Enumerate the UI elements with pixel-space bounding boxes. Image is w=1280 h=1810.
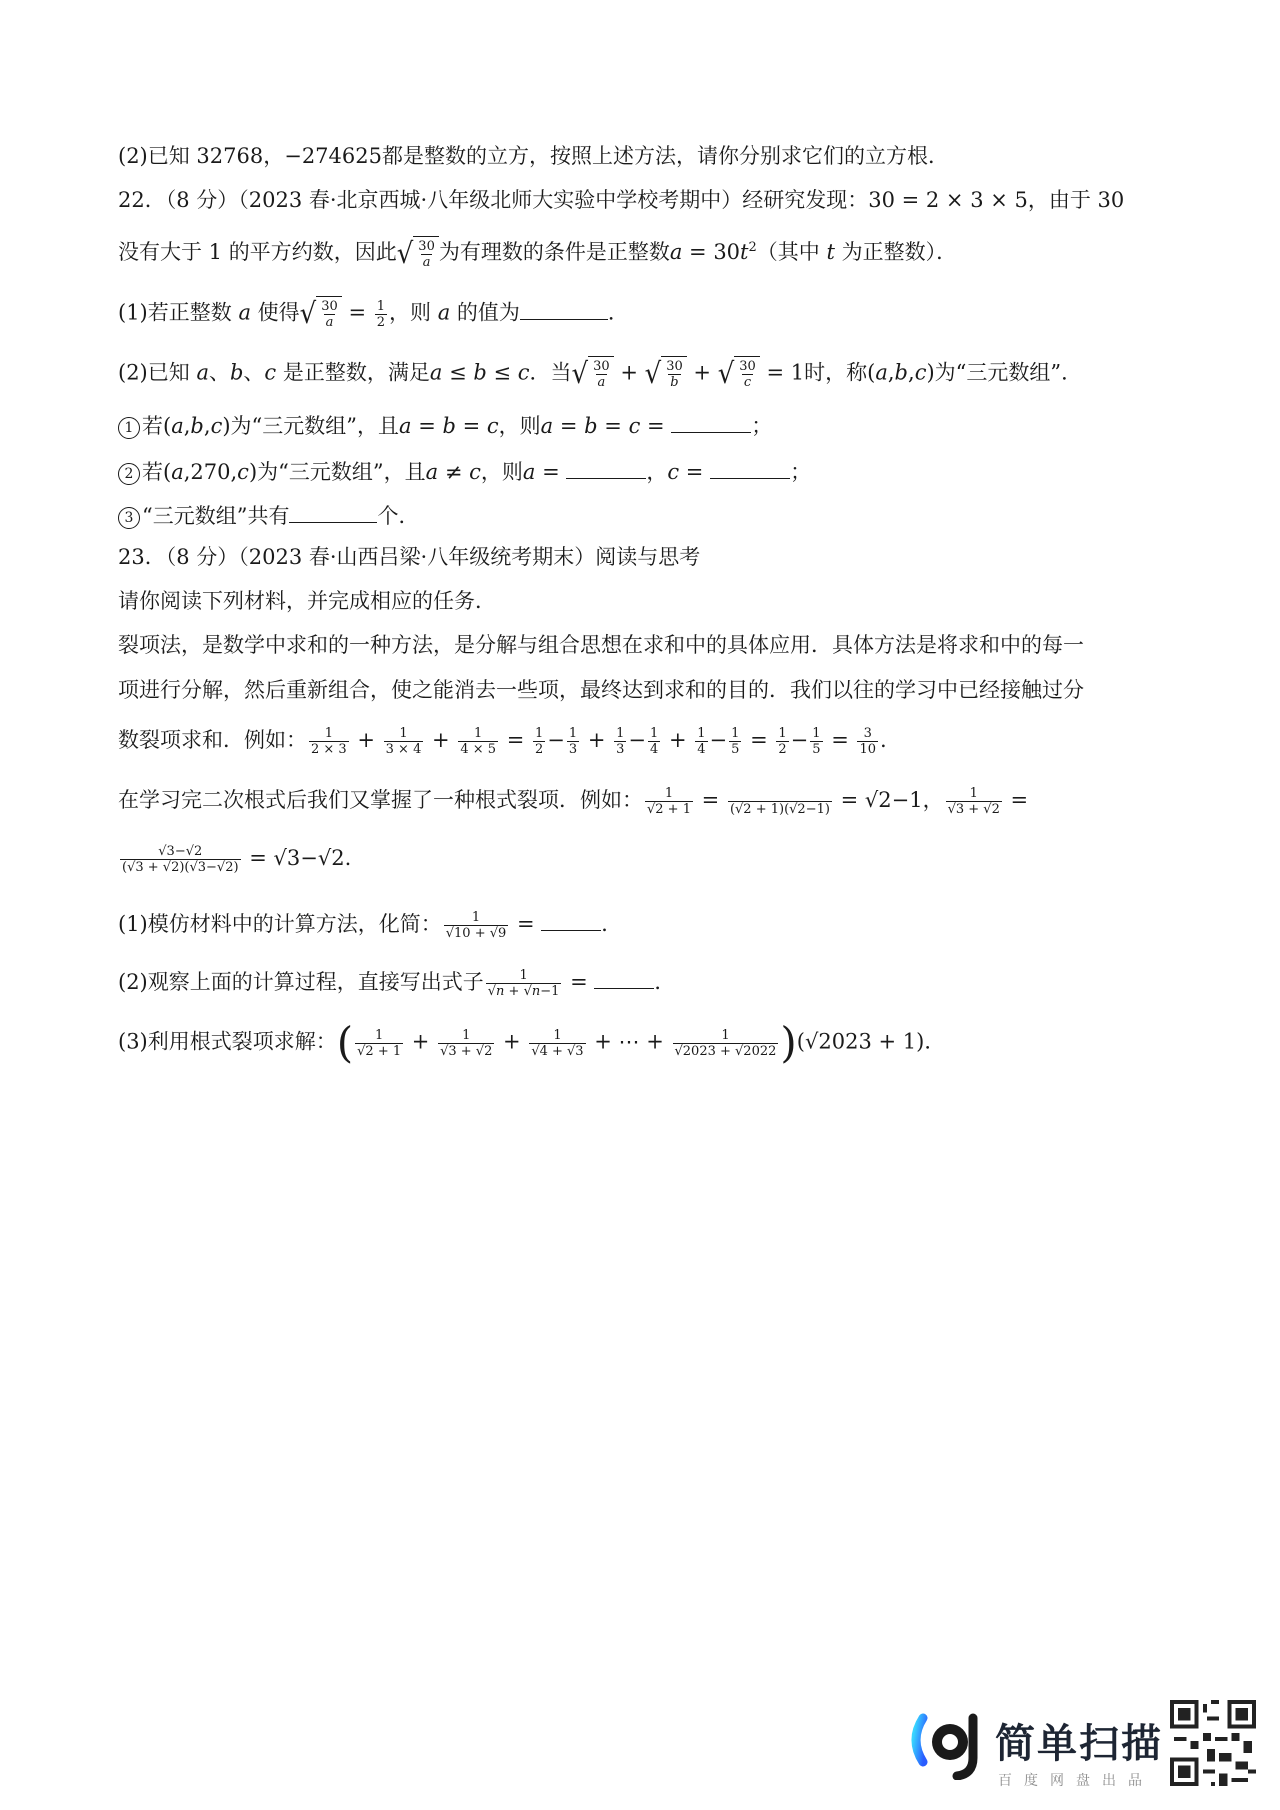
q22-header: 22．（8 分）（2023 春·北京西城·八年级北师大实验中学校考期中）经研究发现：30 = 2 × 3 × 5，由于 30 — [118, 188, 1125, 212]
q23-para2: 项进行分解，然后重新组合，使之能消去一些项，最终达到求和的目的．我们以往的学习中已经接触过分 — [118, 678, 1084, 702]
q22-condition: 没有大于 1 的平方约数，因此 √ $\frac{30}{a}$ 为有理数的条件是正整数$a = 30t^2$（其中 t 为正整数）． — [118, 237, 958, 270]
qr-code-icon — [1170, 1700, 1256, 1786]
q23-para4: 在学习完二次根式后我们又掌握了一种根式裂项．例如： $\frac{1}{√2 + 1}$ = (√2 + 1)(√2−1) = √2−1， $\frac{1}{√3 + √2}$ = — [118, 786, 1029, 817]
q22-part1: (1)若正整数 a 使得 √ $\frac{30}{a}$ = $\frac{1}{2}$ ，则 a 的值为 ． — [118, 297, 629, 331]
brand-name: 简单扫描 — [995, 1721, 1163, 1767]
q21-part2: (2)已知 32768，−274625都是整数的立方，按照上述方法，请你分别求它们的立方根． — [118, 144, 949, 168]
q23-task3: (3)利用根式裂项求解：( $\frac{1}{√2 + 1}$ + $\frac{1}{√3 + √2}$ + $\frac{1}{√4 + √3}$ + ⋯ + $\frac{1}{√2023 + √2022}$ )(√2023 + 1)． — [118, 1018, 946, 1067]
jiandan-scan-logo — [905, 1700, 995, 1780]
answer-blank[interactable] — [671, 410, 751, 433]
q23-task1: (1)模仿材料中的计算方法，化简： $\frac{1}{√10 + √9}$ = ． — [118, 910, 623, 941]
answer-blank[interactable] — [541, 908, 601, 931]
q23-intro: 请你阅读下列材料，并完成相应的任务． — [118, 589, 496, 613]
sqrt-30-over-a: √ $\frac{30}{a}$ — [397, 236, 439, 272]
q22-sub3: 3 “三元数组”共有 个． — [118, 500, 419, 530]
q22-sub1: 1 若(a,b,c)为“三元数组”，且a = b = c，则a = b = c = ； — [118, 410, 772, 440]
q22-part2: (2)已知 a、b、c 是正整数，满足a ≤ b ≤ c．当 √ $\frac{30}{a}$ + √ $\frac{30}{b}$ + √ $\frac{30}{c}$ = 1时，称(a,b,c)为“三元数组”． — [118, 357, 1083, 391]
q22-sub2: 2 若(a,270,c)为“三元数组”，且a ≠ c，则a = ，c = ； — [118, 456, 811, 486]
q23-task2: (2)观察上面的计算过程，直接写出式子 $\frac{1}{√n + √n-1}$ = ． — [118, 968, 676, 999]
brand-subtitle: 百度网盘出品 — [998, 1773, 1154, 1789]
q23-para3: 数裂项求和．例如： $\frac{1}{2 \times 3}$ + $\frac{1}{3 \times 4}$ + $\frac{1}{4 \times 5}$ = $\frac{1}{2}$ − $\frac{1}{3}$ + $\frac{1}{3}$ − $\frac{1}{4}$ + $\frac{1}{4}$ − $\frac{1}{5}$ = $\frac{1}{2}$ − $\frac{1}{5}$ = $\frac{3}{10}$ . — [118, 726, 887, 757]
answer-blank[interactable] — [594, 966, 654, 989]
answer-blank[interactable] — [289, 500, 377, 523]
q23-para1: 裂项法，是数学中求和的一种方法，是分解与组合思想在求和中的具体应用．具体方法是将求和中的每一 — [118, 633, 1084, 657]
answer-blank[interactable] — [520, 297, 608, 320]
q23-para4-cont: $\frac{√3-√2}{(√3 + √2)(√3-√2)}$ = √3−√2. — [122, 844, 352, 875]
answer-blank[interactable] — [566, 456, 646, 479]
q23-header: 23．（8 分）（2023 春·山西吕梁·八年级统考期末）阅读与思考 — [118, 545, 701, 569]
answer-blank[interactable] — [710, 456, 790, 479]
